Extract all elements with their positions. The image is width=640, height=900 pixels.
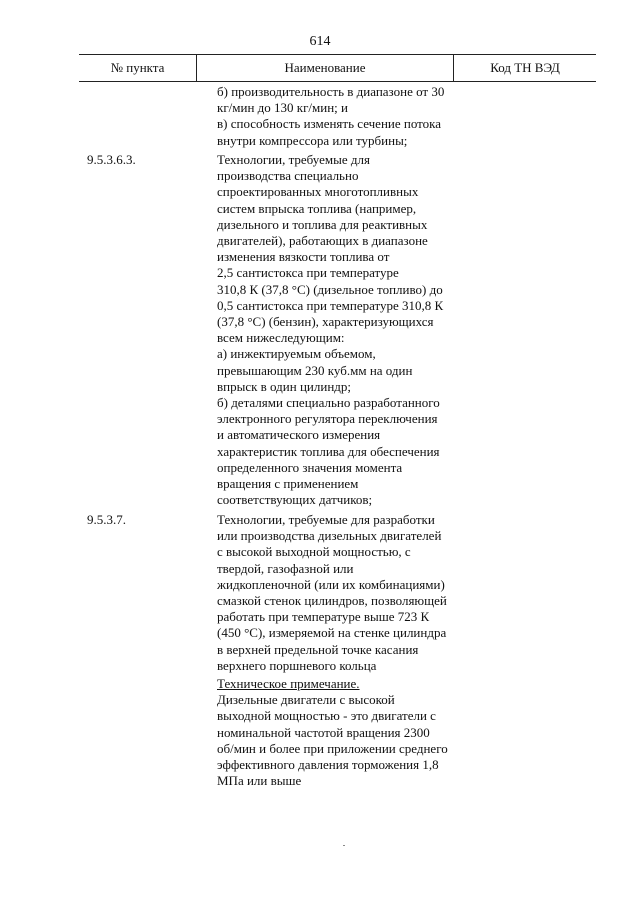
table-header (79, 54, 596, 82)
text-line: впрыск в один цилиндр; (217, 378, 351, 394)
scan-speck (343, 845, 345, 846)
text-line: двигателей), работающих в диапазоне (217, 233, 428, 249)
text-line: смазкой стенок цилиндров, позволяющей (217, 593, 447, 609)
header-col-code: Код ТН ВЭД (490, 60, 560, 75)
text-line: кг/мин до 130 кг/мин; и (217, 100, 348, 116)
text-line: выходной мощностью - это двигатели с (217, 708, 436, 724)
text-line: определенного значения момента (217, 459, 403, 475)
text-line: превышающим 230 куб.мм на один (217, 362, 413, 378)
text-line: характеристик топлива для обеспечения (217, 443, 440, 459)
text-line: твердой, газофазной или (217, 560, 354, 576)
text-line: Технологии, требуемые для разработки (217, 512, 435, 527)
text-line: МПа или выше (217, 773, 302, 789)
technical-note (217, 676, 467, 789)
text-line: 310,8 К (37,8 °С) (дизельное топливо) до (217, 281, 443, 297)
text-line: 0,5 сантистокса при температуре 310,8 К (217, 297, 444, 313)
text-line: соответствующих датчиков; (217, 492, 373, 508)
text-line: жидкопленочной (или их комбинациями) (217, 576, 445, 592)
text-line: Дизельные двигатели с высокой (217, 692, 395, 708)
page-number: 614 (309, 34, 331, 49)
text-line: в верхней предельной точке касания (217, 641, 419, 657)
text-line: всем нижеследующим: (217, 330, 345, 346)
text-line: изменения вязкости топлива от (217, 249, 390, 265)
text-line: внутри компрессора или турбины; (217, 132, 408, 148)
text-line: (450 °С), измеряемой на стенке цилиндра (217, 625, 447, 641)
text-line: б) производительность в диапазоне от 30 (217, 84, 445, 99)
text-line: спроектированных многотопливных (217, 184, 419, 200)
text-line: или производства дизельных двигателей (217, 528, 442, 544)
text-line: с высокой выходной мощностью, с (217, 544, 411, 560)
text-line: верхнего поршневого кольца (217, 657, 377, 673)
item-number: 9.5.3.7. (87, 512, 126, 527)
note-title: Техническое примечание. (217, 676, 360, 691)
header-col-name: Наименование (284, 60, 366, 75)
text-line: в) способность изменять сечение потока (217, 116, 442, 132)
text-line: 2,5 сантистокса при температуре (217, 265, 399, 281)
item-number: 9.5.3.6.3. (87, 152, 136, 167)
text-line: производства специально (217, 168, 359, 184)
text-line: систем впрыска топлива (например, (217, 200, 417, 216)
text-line: номинальной частотой вращения 2300 (217, 724, 430, 740)
text-line: вращения с применением (217, 476, 359, 492)
text-line: дизельного и топлива для реактивных (217, 216, 428, 232)
text-line: б) деталями специально разработанного (217, 395, 440, 411)
text-line: об/мин и более при приложении среднего (217, 740, 448, 756)
text-line: работать при температуре выше 723 К (217, 609, 430, 625)
text-line: эффективного давления торможения 1,8 (217, 757, 439, 773)
item-text (217, 152, 467, 508)
text-line: (37,8 °С) (бензин), характеризующихся (217, 314, 434, 330)
text-line: электронного регулятора переключения (217, 411, 438, 427)
text-line: и автоматического измерения (217, 427, 381, 443)
text-line: Технологии, требуемые для (217, 152, 370, 167)
header-col-number: № пункта (110, 60, 165, 75)
item-text (217, 512, 467, 674)
text-line: а) инжектируемым объемом, (217, 346, 376, 362)
continuation-text (217, 84, 467, 149)
